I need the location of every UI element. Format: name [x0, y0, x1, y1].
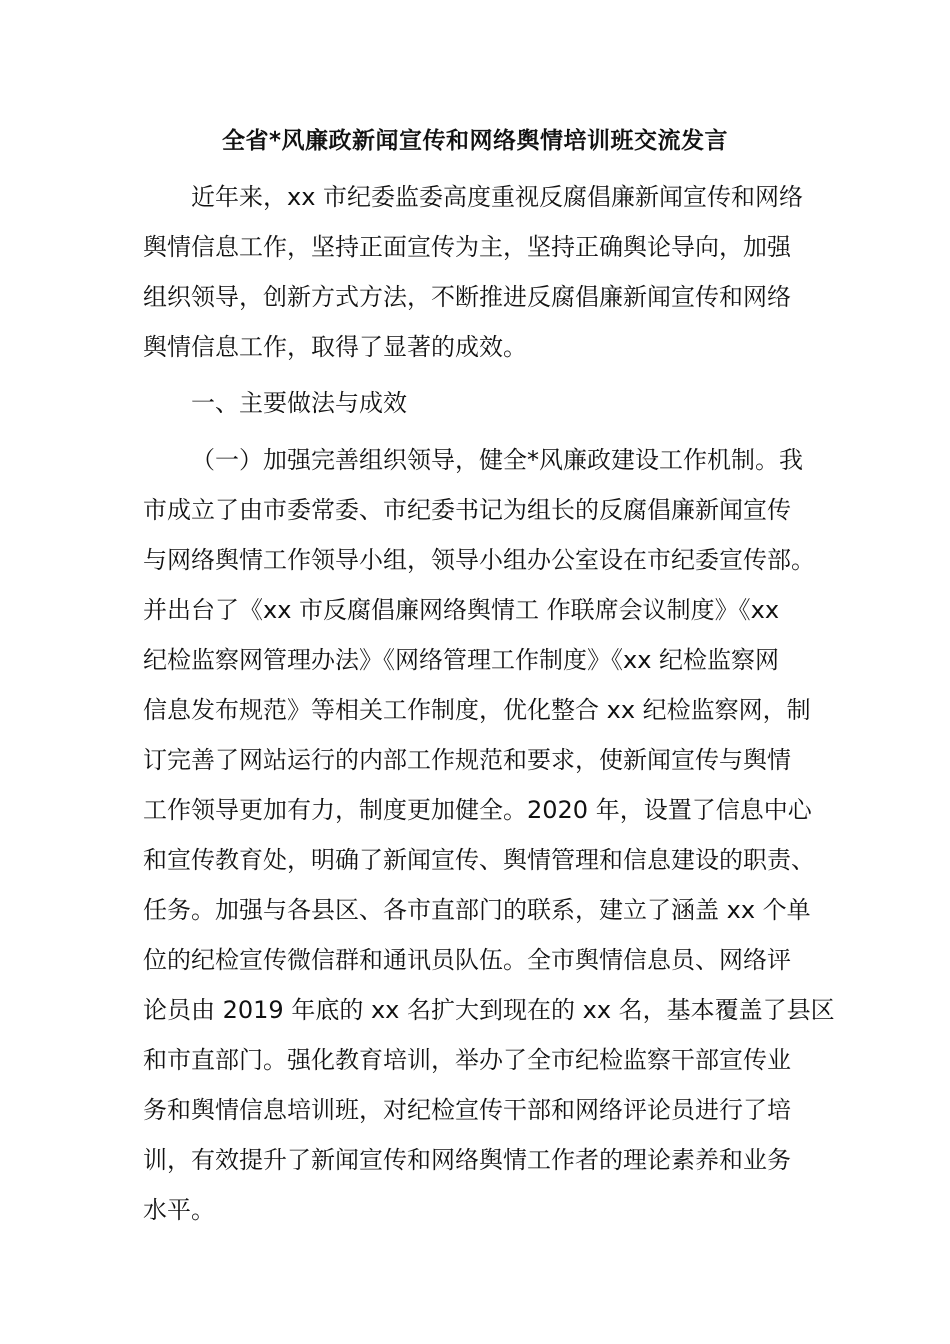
paragraph-line: 务和舆情信息培训班，对纪检宣传干部和网络评论员进行了培	[143, 1096, 791, 1124]
paragraph-line: 位的纪检宣传微信群和通讯员队伍。全市舆情信息员、网络评	[143, 946, 791, 974]
intro-line: 近年来，xx 市纪委监委高度重视反腐倡廉新闻宣传和网络	[191, 183, 804, 211]
paragraph-line: 并出台了《xx 市反腐倡廉网络舆情工 作联席会议制度》《xx	[143, 596, 780, 624]
paragraph-line: 订完善了网站运行的内部工作规范和要求，使新闻宣传与舆情	[143, 746, 791, 774]
paragraph-line: 信息发布规范》等相关工作制度，优化整合 xx 纪检监察网，制	[143, 696, 811, 724]
section-heading: 一、主要做法与成效	[191, 389, 407, 417]
paragraph-line: 和市直部门。强化教育培训，举办了全市纪检监察干部宣传业	[143, 1046, 791, 1074]
paragraph-line: 和宣传教育处，明确了新闻宣传、舆情管理和信息建设的职责、	[143, 846, 815, 874]
section1-paragraph	[143, 435, 835, 1235]
paragraph-line: 纪检监察网管理办法》《网络管理工作制度》《xx 纪检监察网	[143, 646, 780, 674]
intro-line: 组织领导，创新方式方法，不断推进反腐倡廉新闻宣传和网络	[143, 283, 791, 311]
paragraph-line: 训，有效提升了新闻宣传和网络舆情工作者的理论素养和业务	[143, 1146, 791, 1174]
intro-paragraph	[143, 172, 807, 372]
intro-line: 舆情信息工作，取得了显著的成效。	[143, 333, 527, 361]
paragraph-line: 水平。	[143, 1196, 215, 1224]
paragraph-line: 与网络舆情工作领导小组，领导小组办公室设在市纪委宣传部。	[143, 546, 815, 574]
paragraph-line: 工作领导更加有力，制度更加健全。2020 年，设置了信息中心	[143, 796, 812, 824]
paragraph-line: 论员由 2019 年底的 xx 名扩大到现在的 xx 名，基本覆盖了县区	[143, 996, 835, 1024]
document-title: 全省*风廉政新闻宣传和网络舆情培训班交流发言	[221, 128, 729, 154]
paragraph-line: 市成立了由市委常委、市纪委书记为组长的反腐倡廉新闻宣传	[143, 496, 791, 524]
paragraph-line: 任务。加强与各县区、各市直部门的联系，建立了涵盖 xx 个单	[143, 896, 811, 924]
intro-line: 舆情信息工作，坚持正面宣传为主，坚持正确舆论导向，加强	[143, 233, 791, 261]
paragraph-line: （一）加强完善组织领导，健全*风廉政建设工作机制。我	[191, 446, 803, 474]
